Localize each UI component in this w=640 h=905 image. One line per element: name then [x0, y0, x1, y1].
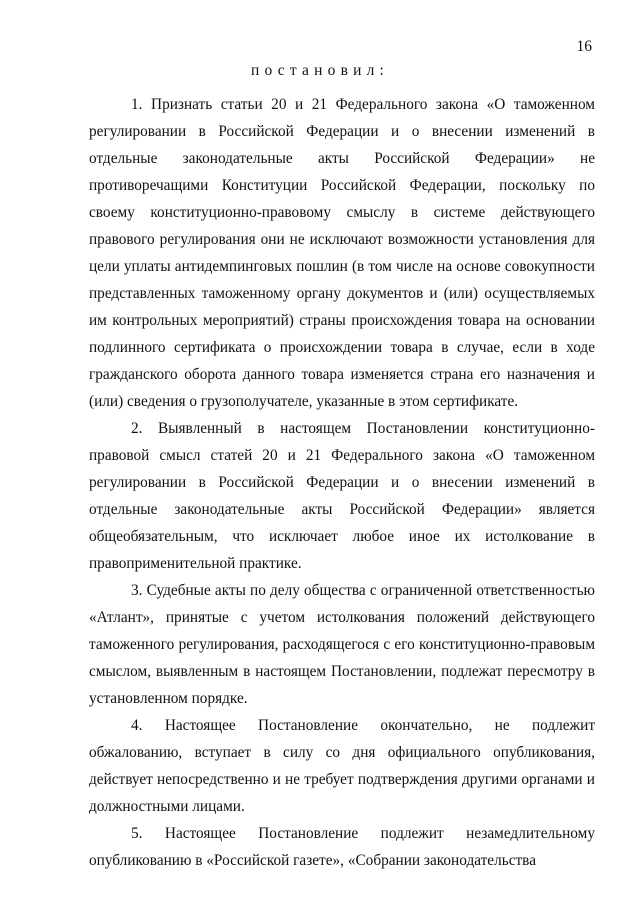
paragraph-3: 3. Судебные акты по делу общества с ограниченной ответственностью «Атлант», принятые с учетом истолкования положений действующего таможенного регулирования, расходящегося с его конституционно-правовым смыслом, выявленным в настоящем Постановлении, подлежат пересмотру в установленном порядке.: [89, 582, 595, 707]
paragraph-5: 5. Настоящее Постановление подлежит незамедлительному опубликованию в «Российской газете», «Собрании законодательства: [89, 825, 595, 869]
paragraph-4: 4. Настоящее Постановление окончательно, не подлежит обжалованию, вступает в силу со дня официального опубликования, действует непосредственно и не требует подтверждения другими органами и должностными лицами.: [89, 717, 595, 815]
page-number: 16: [576, 38, 592, 55]
resolution-heading: постановил:: [250, 62, 390, 79]
paragraph-2: 2. Выявленный в настоящем Постановлении конституционно-правовой смысл статей 20 и 21 Федерального закона «О таможенном регулировании в Российской Федерации и о внесении изменений в отдельные законодательные акты Российской Федерации» является общеобязательным, что исключает любое иное их истолкование в правоприменительной практике.: [89, 420, 595, 572]
paragraph-1: 1. Признать статьи 20 и 21 Федерального закона «О таможенном регулировании в Российской Федерации и о внесении изменений в отдельные законодательные акты Российской Федерации» не противоречащими Конституции Российской Федерации, поскольку по своему конституционно-правовому смыслу в системе действующего правового регулирования они не исключают возможности установления для цели уплаты антидемпинговых пошлин (в том числе на основе совокупности представленных таможенному органу документов и (или) осуществляемых им контрольных мероприятий) страны происхождения товара на основании подлинного сертификата о происхождении товара в случае, если в ходе гражданского оборота данного товара изменяется страна его назначения и (или) сведения о грузополучателе, указанные в этом сертификате.: [89, 96, 595, 410]
document-body: [89, 91, 595, 874]
